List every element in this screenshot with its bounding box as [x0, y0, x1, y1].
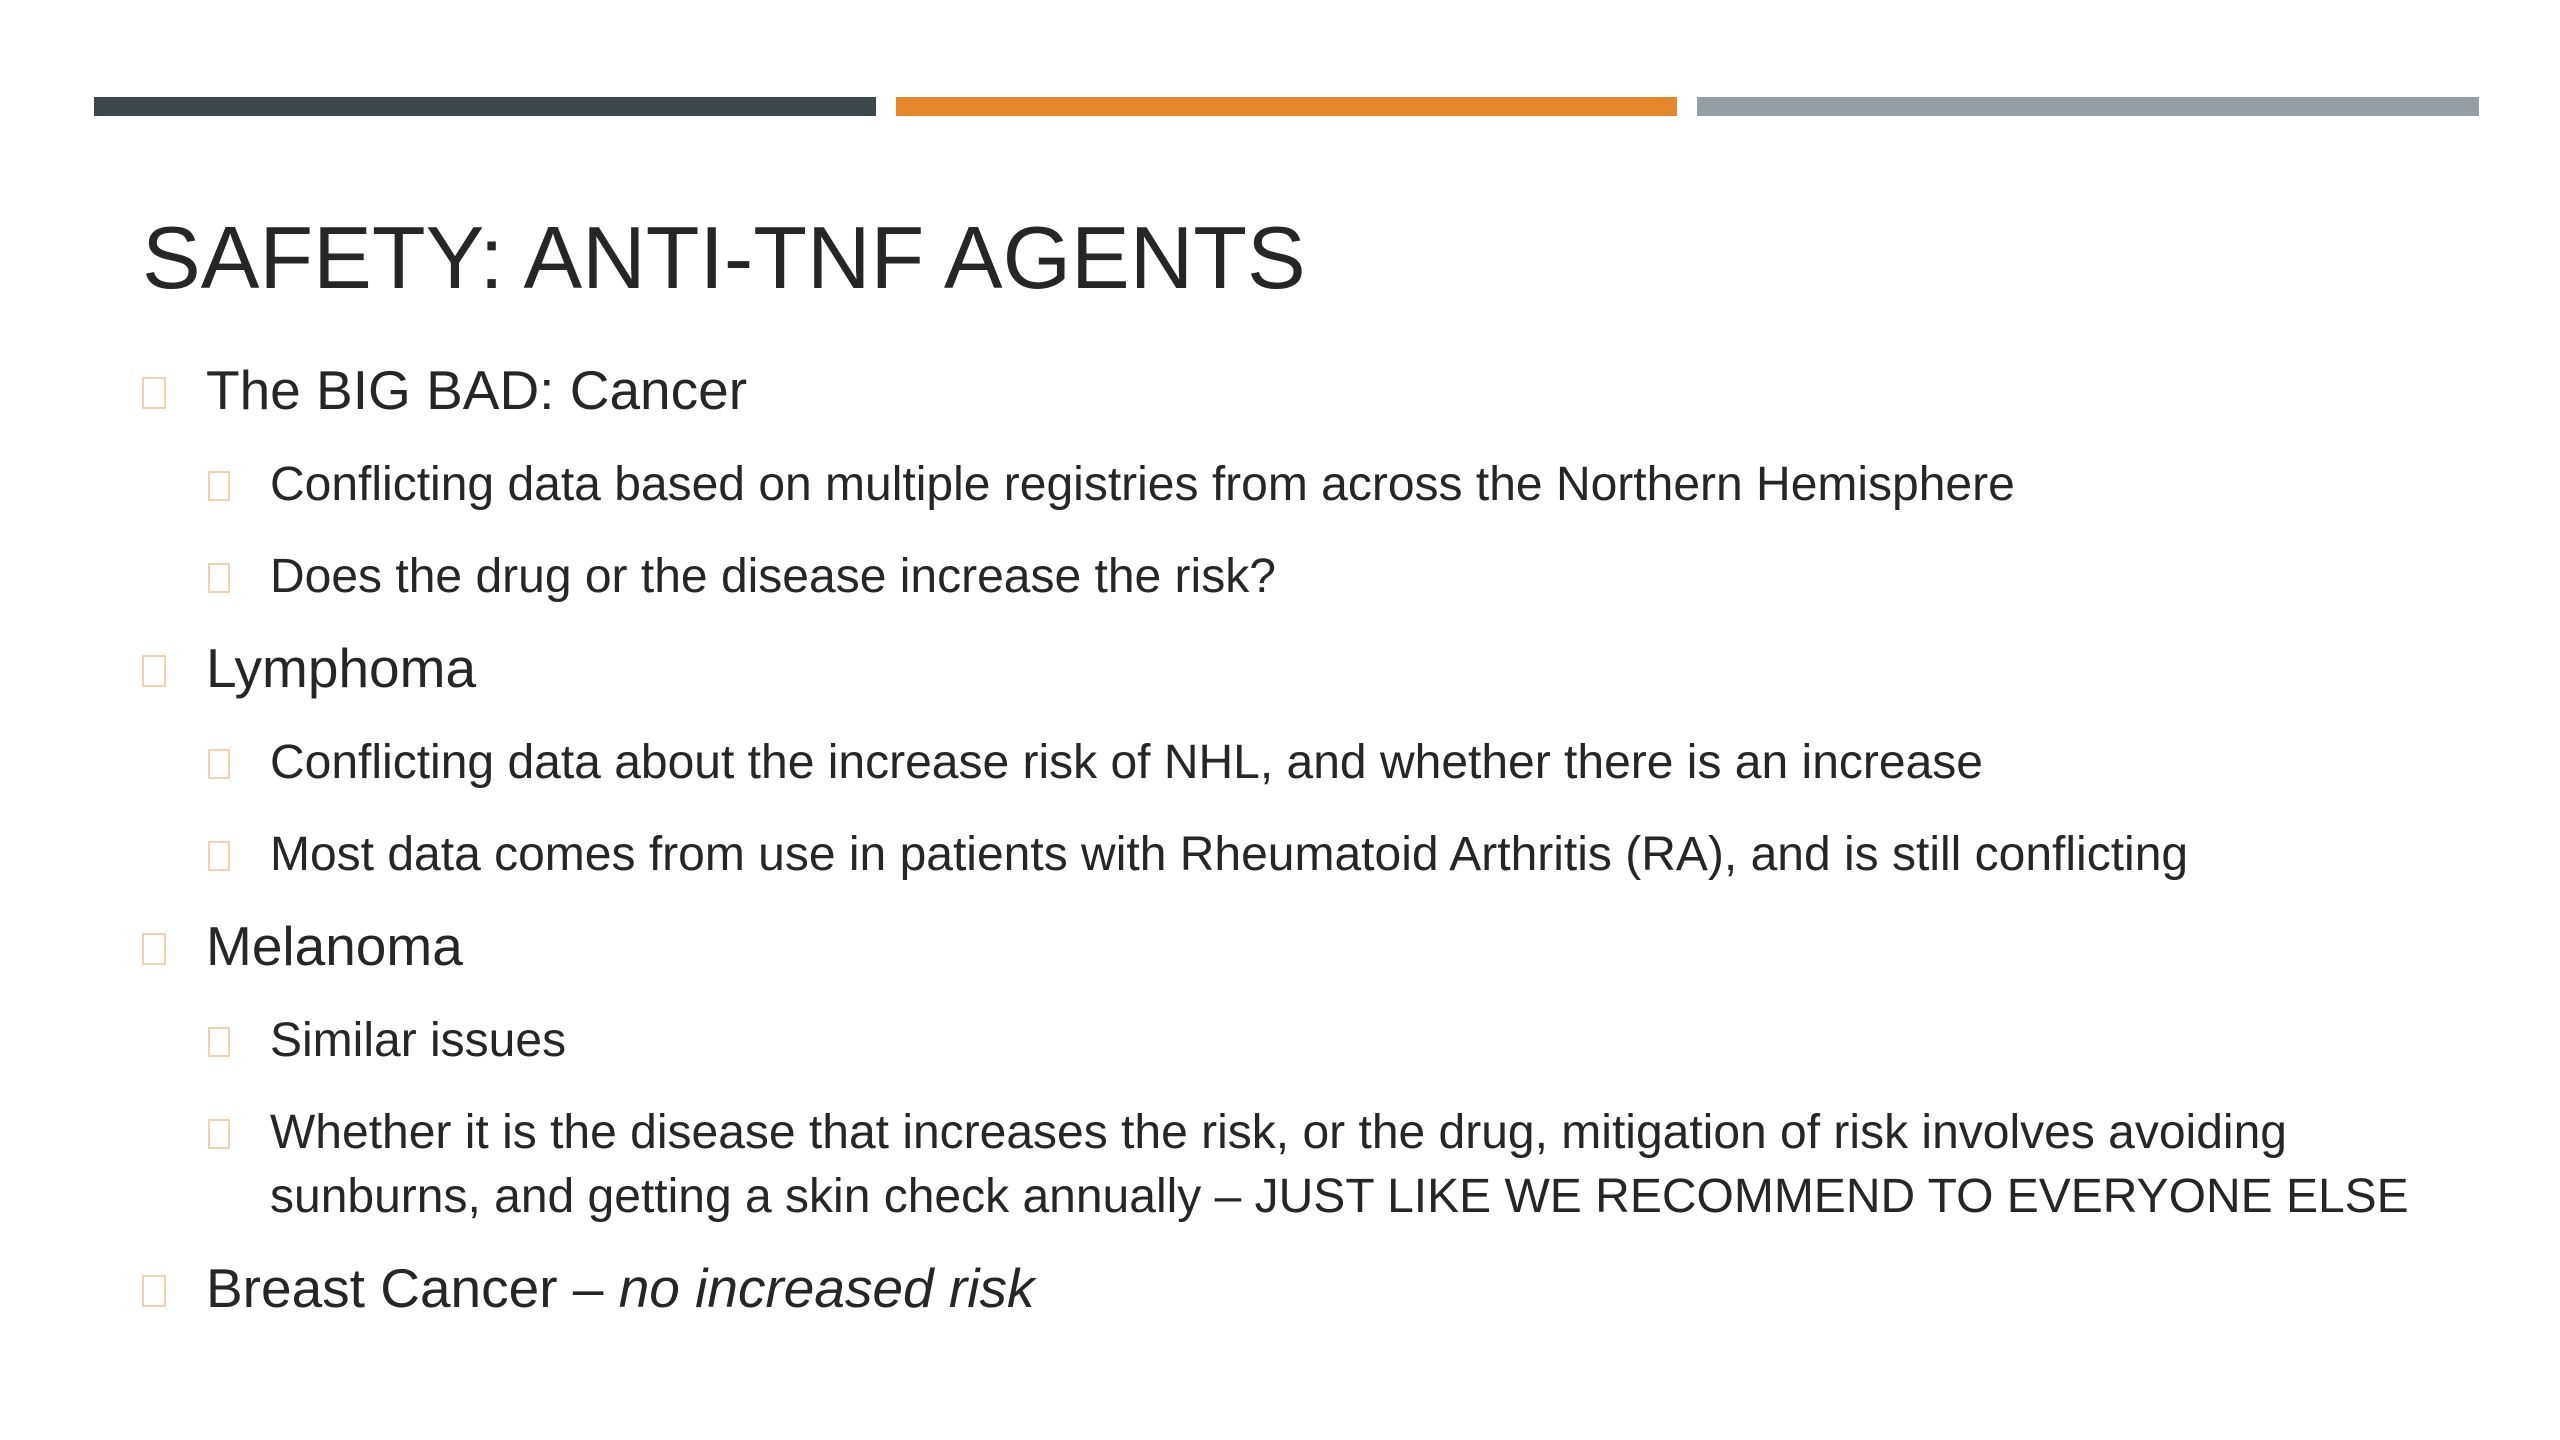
bullet-melanoma	[142, 911, 2442, 981]
bullet-box-icon	[208, 841, 230, 871]
bullet-text: Breast Cancer –	[206, 1257, 619, 1319]
sub-bullet-similar-issues	[208, 1009, 2442, 1073]
bullet-box-icon	[208, 749, 230, 779]
bullet-list	[142, 355, 2442, 1323]
sub-bullet-nhl	[208, 731, 2442, 795]
slide-title: SAFETY: ANTI-TNF AGENTS	[142, 208, 1306, 307]
accent-bar-orange	[896, 97, 1678, 116]
sub-bullet-registries	[208, 453, 2442, 517]
sub-bullet-text: Most data comes from use in patients with Rheumatoid Arthritis (RA), and is still conflicting	[270, 828, 2189, 881]
sub-bullet-text: Does the drug or the disease increase the risk?	[270, 550, 1276, 603]
sub-bullet-ra	[208, 823, 2442, 887]
bullet-box-icon	[208, 1027, 230, 1057]
bullet-box-icon	[208, 563, 230, 593]
sub-bullet-text: Whether it is the disease that increases the risk, or the drug, mitigation of risk involves avoiding sunburns, and getting a skin check annually – JUST LIKE WE RECOMMEND TO EVERYONE ELSE	[270, 1106, 2409, 1223]
bullet-cancer	[142, 355, 2442, 425]
bullet-lymphoma	[142, 633, 2442, 703]
sub-bullet-text: Conflicting data based on multiple registries from across the Northern Hemisphere	[270, 458, 2015, 511]
sub-bullet-mitigation	[208, 1101, 2442, 1229]
accent-bar-gray	[1697, 97, 2479, 116]
sub-bullet-text: Conflicting data about the increase risk of NHL, and whether there is an increase	[270, 736, 1983, 789]
bullet-box-icon	[142, 377, 166, 409]
bullet-text-wrapper	[206, 1253, 2442, 1323]
bullet-box-icon	[142, 933, 166, 965]
bullet-breast-cancer	[142, 1253, 2442, 1323]
bullet-box-icon	[142, 1275, 166, 1307]
sub-bullet-drug-or-disease	[208, 545, 2442, 609]
bullet-text: The BIG BAD: Cancer	[206, 359, 748, 421]
bullet-box-icon	[142, 655, 166, 687]
top-accent-bars	[94, 97, 2479, 116]
bullet-text: Melanoma	[206, 915, 463, 977]
bullet-box-icon	[208, 1119, 230, 1149]
bullet-text: Lymphoma	[206, 637, 477, 699]
bullet-emphasis: no increased risk	[618, 1257, 1035, 1319]
accent-bar-dark	[94, 97, 876, 116]
bullet-box-icon	[208, 471, 230, 501]
sub-bullet-text: Similar issues	[270, 1014, 567, 1067]
